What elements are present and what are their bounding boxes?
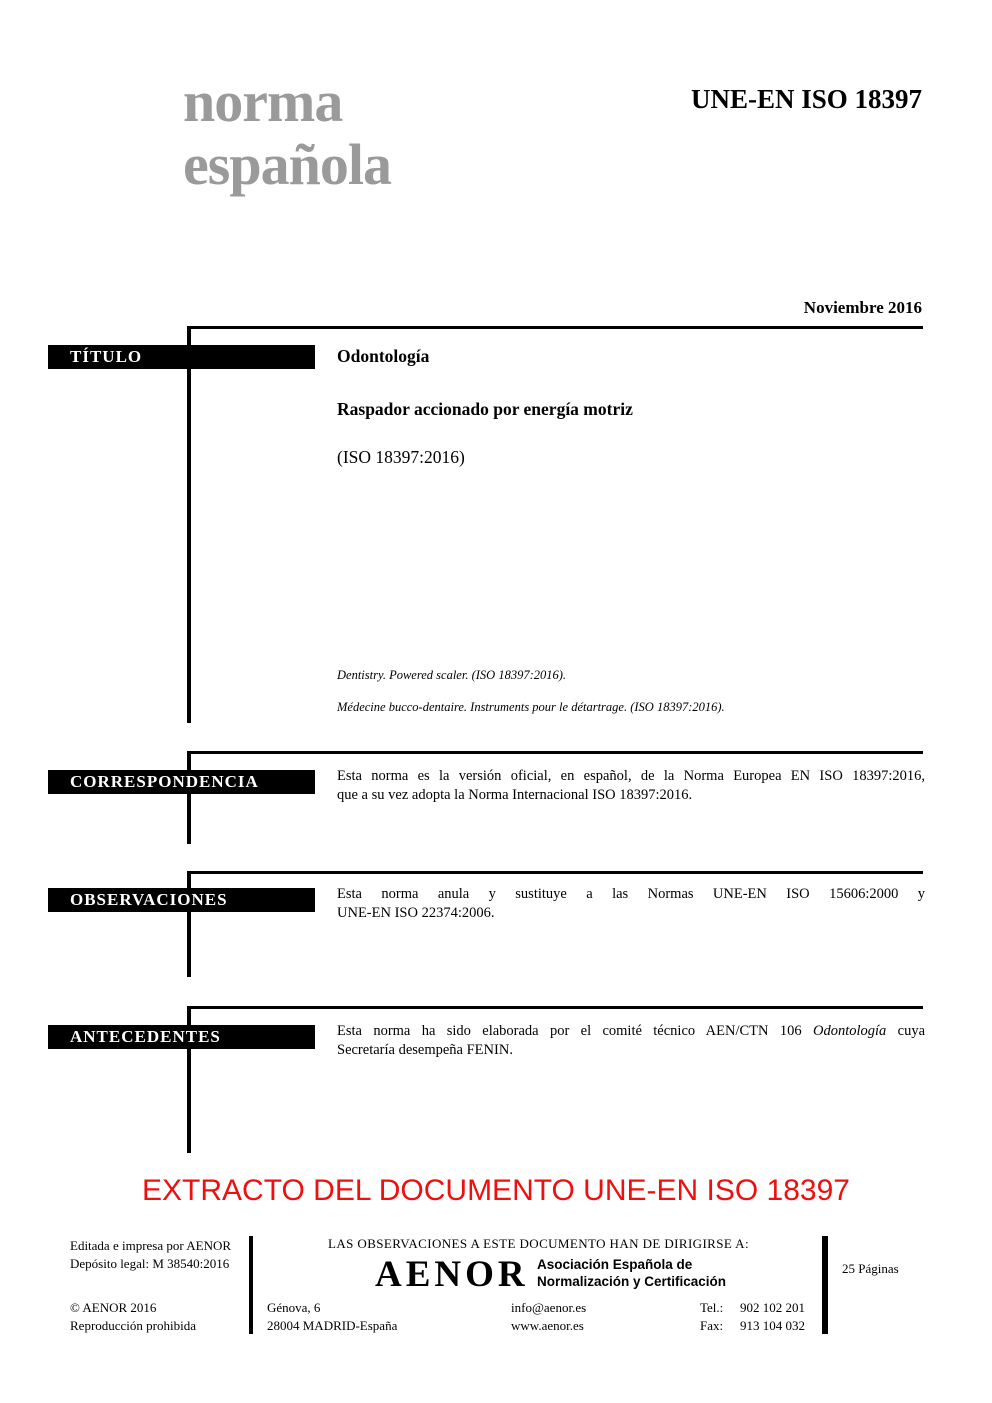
- observaciones-text: [337, 885, 925, 923]
- correspondencia-text-line1: Esta norma es la versión oficial, en español, de la Norma Europea EN ISO 18397:2016,: [337, 768, 925, 784]
- observaciones-top-rule: [188, 871, 923, 874]
- antecedentes-text-line1: [337, 1022, 925, 1041]
- footer-contact-block: [511, 1299, 586, 1335]
- titulo-left-rule: [187, 326, 191, 723]
- footer-email: info@aenor.es: [511, 1300, 587, 1315]
- footer-copyright-line: © AENOR 2016: [70, 1300, 157, 1315]
- footer-fax-value: 913 104 032: [740, 1318, 805, 1333]
- correspondencia-label-bar: [48, 770, 315, 794]
- footer-address-line2: 28004 MADRID-España: [267, 1318, 398, 1333]
- antecedentes-line1-before: Esta norma ha sido elaborada por el comité técnico AEN/CTN 106: [337, 1023, 813, 1039]
- footer-website: www.aenor.es: [511, 1318, 584, 1333]
- norma-espanola-logo: [183, 70, 391, 196]
- footer-tel-value: 902 102 201: [740, 1300, 805, 1315]
- antecedentes-text-line2: Secretaría desempeña FENIN.: [337, 1042, 513, 1058]
- titulo-iso-reference: (ISO 18397:2016): [337, 447, 465, 467]
- antecedentes-label: ANTECEDENTES: [70, 1027, 221, 1046]
- footer-tel-label: Tel.:: [700, 1300, 724, 1315]
- footer-fax-label: Fax:: [700, 1318, 724, 1333]
- footer-edited-line1: Editada e impresa por AENOR: [70, 1238, 232, 1253]
- titulo-label: TÍTULO: [70, 347, 143, 366]
- logo-line-1: norma: [183, 69, 343, 134]
- antecedentes-text: [337, 1022, 925, 1060]
- observaciones-text-line1: Esta norma anula y sustituye a las Normas UNE-EN ISO 15606:2000 y: [337, 886, 925, 902]
- footer-address-block: [267, 1299, 397, 1335]
- antecedentes-committee-name: Odontología: [812, 1023, 887, 1039]
- footer-address-line1: Génova, 6: [267, 1300, 321, 1315]
- extract-notice: EXTRACTO DEL DOCUMENTO UNE-EN ISO 18397: [142, 1174, 850, 1207]
- footer-divider-left: [249, 1236, 253, 1334]
- titulo-label-bar: [48, 345, 315, 369]
- footer-deposit-legal: Depósito legal: M 38540:2016: [70, 1256, 230, 1271]
- antecedentes-top-rule: [188, 1006, 923, 1009]
- aenor-logo: AENOR: [375, 1254, 529, 1295]
- observaciones-left-rule: [187, 871, 191, 977]
- aenor-description-line1: Asociación Española de: [537, 1257, 693, 1272]
- footer-copyright-block: [70, 1299, 196, 1335]
- observaciones-label: OBSERVACIONES: [70, 890, 228, 909]
- correspondencia-label: CORRESPONDENCIA: [70, 772, 259, 791]
- logo-line-2: española: [183, 132, 391, 197]
- titulo-french-title: Médecine bucco-dentaire. Instruments pour le détartrage. (ISO 18397:2016).: [337, 700, 725, 714]
- footer-divider-right: [822, 1236, 828, 1334]
- antecedentes-line1-after: cuya: [886, 1023, 926, 1039]
- titulo-subject: Odontología: [337, 346, 430, 366]
- footer-reproduction-line: Reproducción prohibida: [70, 1318, 196, 1333]
- titulo-top-rule: [188, 326, 923, 329]
- correspondencia-text-line2: que a su vez adopta la Norma Internacional ISO 18397:2016.: [337, 787, 693, 803]
- titulo-main-title: Raspador accionado por energía motriz: [337, 399, 633, 419]
- titulo-english-title: Dentistry. Powered scaler. (ISO 18397:2016).: [337, 668, 567, 682]
- aenor-description: [537, 1257, 726, 1290]
- publication-date: Noviembre 2016: [803, 298, 922, 317]
- observaciones-text-line2: UNE-EN ISO 22374:2006.: [337, 905, 495, 921]
- document-code: UNE-EN ISO 18397: [690, 84, 922, 114]
- correspondencia-top-rule: [188, 751, 923, 754]
- footer-page-count: 25 Páginas: [842, 1261, 899, 1276]
- footer-edited-block: [70, 1237, 231, 1273]
- correspondencia-left-rule: [187, 751, 191, 844]
- observaciones-label-bar: [48, 888, 315, 912]
- footer-telfax-block: [700, 1299, 805, 1335]
- antecedentes-label-bar: [48, 1025, 315, 1049]
- footer-observations-notice: LAS OBSERVACIONES A ESTE DOCUMENTO HAN DE DIRIGIRSE A:: [328, 1236, 749, 1251]
- correspondencia-text: [337, 767, 925, 805]
- aenor-description-line2: Normalización y Certificación: [537, 1273, 727, 1289]
